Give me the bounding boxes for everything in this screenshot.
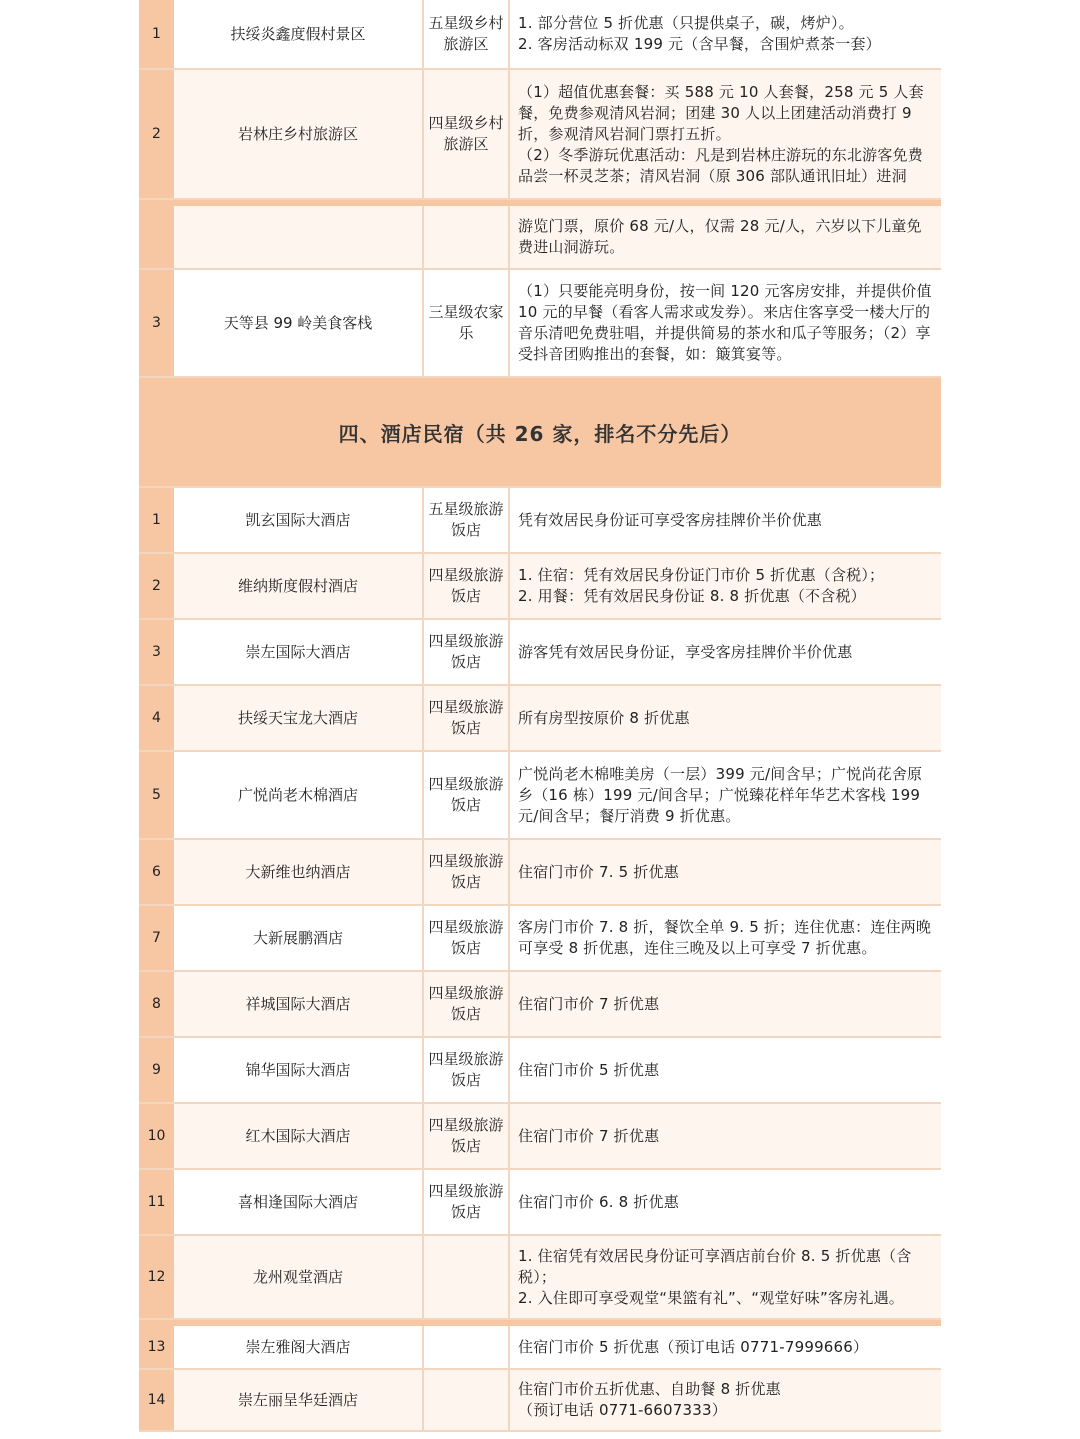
offer-cell	[510, 206, 941, 268]
hotel-level: 四星级旅游饭店	[424, 840, 510, 904]
offer-text: 1. 住宿：凭有效居民身份证门市价 5 折优惠（含税）； 2. 用餐：凭有效居民身份证 8. 8 折优惠（不含税）	[518, 566, 885, 605]
hotel-name: 崇左丽呈华廷酒店	[174, 1370, 424, 1430]
venue-level: 四星级乡村旅游区	[424, 70, 510, 198]
offer-cell	[510, 554, 941, 618]
table-row	[139, 1104, 941, 1170]
hotel-level: 四星级旅游饭店	[424, 752, 510, 838]
offer-cell	[510, 488, 941, 552]
offer-cell	[510, 1104, 941, 1168]
table-row	[139, 1370, 941, 1432]
offer-cell	[510, 70, 941, 198]
row-number: 3	[139, 620, 174, 684]
row-number: 2	[139, 70, 174, 198]
table-row	[139, 270, 941, 378]
table-row	[139, 554, 941, 620]
row-number: 6	[139, 840, 174, 904]
row-number	[139, 206, 174, 268]
offer-cell	[510, 0, 941, 68]
hotel-name: 扶绥天宝龙大酒店	[174, 686, 424, 750]
hotel-name: 崇左国际大酒店	[174, 620, 424, 684]
offer-cell	[510, 1170, 941, 1234]
offer-cell	[510, 1236, 941, 1318]
offer-text: 住宿门市价 5 折优惠	[518, 1060, 660, 1079]
offer-text: 游览门票，原价 68 元/人，仅需 28 元/人，六岁以下儿童免费进山洞游玩。	[518, 217, 922, 256]
hotel-level	[424, 1326, 510, 1368]
row-number: 1	[139, 488, 174, 552]
venue-name: 岩林庄乡村旅游区	[174, 70, 424, 198]
table-row	[139, 1236, 941, 1320]
offer-text: 1. 部分营位 5 折优惠（只提供桌子，碳，烤炉）。 2. 客房活动标双 199 元（含早餐，含围炉煮茶一套）	[518, 14, 881, 53]
offer-cell	[510, 270, 941, 376]
hotel-level: 四星级旅游饭店	[424, 1104, 510, 1168]
offer-text: 游客凭有效居民身份证，享受客房挂牌价半价优惠	[518, 642, 853, 661]
offer-text: 住宿门市价 7. 5 折优惠	[518, 862, 679, 881]
table-row	[139, 70, 941, 200]
row-number: 12	[139, 1236, 174, 1318]
row-number: 4	[139, 686, 174, 750]
hotel-name: 广悦尚老木棉酒店	[174, 752, 424, 838]
hotel-level: 四星级旅游饭店	[424, 620, 510, 684]
hotel-name: 喜相逢国际大酒店	[174, 1170, 424, 1234]
offer-text: 广悦尚老木棉唯美房（一层）399 元/间含早；广悦尚花舍原乡（16 栋）199 元/间含早；广悦臻花样年华艺术客栈 199 元/间含早；餐厅消费 9 折优惠。	[518, 764, 923, 825]
offer-cell	[510, 906, 941, 970]
offer-text: 住宿门市价 7 折优惠	[518, 1126, 660, 1145]
table-row	[139, 752, 941, 840]
row-number: 9	[139, 1038, 174, 1102]
row-number: 11	[139, 1170, 174, 1234]
hotel-level: 四星级旅游饭店	[424, 1038, 510, 1102]
hotel-name: 崇左雅阁大酒店	[174, 1326, 424, 1368]
venue-level: 三星级农家乐	[424, 270, 510, 376]
offer-text: 住宿门市价五折优惠、自助餐 8 折优惠 （预订电话 0771-6607333）	[518, 1380, 781, 1419]
offer-text: 住宿门市价 6. 8 折优惠	[518, 1192, 679, 1211]
hotel-level: 四星级旅游饭店	[424, 554, 510, 618]
row-number: 5	[139, 752, 174, 838]
hotel-level: 四星级旅游饭店	[424, 906, 510, 970]
offer-cell	[510, 686, 941, 750]
hotel-level: 四星级旅游饭店	[424, 1170, 510, 1234]
table-row	[139, 620, 941, 686]
hotel-level: 四星级旅游饭店	[424, 972, 510, 1036]
offer-cell	[510, 620, 941, 684]
table-row	[139, 0, 941, 70]
row-number: 13	[139, 1326, 174, 1368]
offer-text: 所有房型按原价 8 折优惠	[518, 708, 690, 727]
hotel-name: 大新维也纳酒店	[174, 840, 424, 904]
page-margin	[0, 0, 139, 1439]
offer-text: 住宿门市价 7 折优惠	[518, 994, 660, 1013]
venue-name: 扶绥炎鑫度假村景区	[174, 0, 424, 68]
hotel-level: 五星级旅游饭店	[424, 488, 510, 552]
offer-cell	[510, 840, 941, 904]
discount-table	[139, 0, 941, 1432]
section-title: 四、酒店民宿（共 26 家，排名不分先后）	[139, 378, 941, 488]
venue-name	[174, 206, 424, 268]
row-number: 3	[139, 270, 174, 376]
offer-cell	[510, 1370, 941, 1430]
table-row	[139, 1326, 941, 1370]
offer-text: 1. 住宿凭有效居民身份证可享酒店前台价 8. 5 折优惠（含税）； 2. 入住即可享受观堂“果篮有礼”、“观堂好味”客房礼遇。	[518, 1246, 912, 1307]
venue-level	[424, 206, 510, 268]
hotel-name: 龙州观堂酒店	[174, 1236, 424, 1318]
hotel-name: 大新展鹏酒店	[174, 906, 424, 970]
offer-text: 客房门市价 7. 8 折，餐饮全单 9. 5 折；连住优惠：连住两晚可享受 8 折优惠，连住三晚及以上可享受 7 折优惠。	[518, 918, 932, 957]
hotel-level	[424, 1370, 510, 1430]
row-number: 7	[139, 906, 174, 970]
table-row	[139, 972, 941, 1038]
hotel-name: 凯玄国际大酒店	[174, 488, 424, 552]
table-row	[139, 840, 941, 906]
offer-cell	[510, 1326, 941, 1368]
hotel-name: 锦华国际大酒店	[174, 1038, 424, 1102]
hotel-level: 四星级旅游饭店	[424, 686, 510, 750]
row-number: 8	[139, 972, 174, 1036]
row-number: 10	[139, 1104, 174, 1168]
hotel-name: 维纳斯度假村酒店	[174, 554, 424, 618]
table-row	[139, 906, 941, 972]
venue-name: 天等县 99 岭美食客栈	[174, 270, 424, 376]
hotel-name: 红木国际大酒店	[174, 1104, 424, 1168]
table-row	[139, 1038, 941, 1104]
table-row	[139, 206, 941, 270]
offer-cell	[510, 752, 941, 838]
offer-text: （1）只要能亮明身份，按一间 120 元客房安排，并提供价值 10 元的早餐（看客人需求或发券）。来店住客享受一楼大厅的音乐清吧免费驻唱，并提供简易的茶水和瓜子等服务；（2）享受抖音团购推出的套餐，如：簸箕宴等。	[518, 282, 932, 363]
table-row	[139, 1170, 941, 1236]
venue-level: 五星级乡村旅游区	[424, 0, 510, 68]
row-number: 14	[139, 1370, 174, 1430]
row-number: 2	[139, 554, 174, 618]
hotel-name: 祥城国际大酒店	[174, 972, 424, 1036]
offer-text: （1）超值优惠套餐：买 588 元 10 人套餐，258 元 5 人套餐，免费参观清风岩洞；团建 30 人以上团建活动消费打 9 折，参观清风岩洞门票打五折。 （2）冬季游玩优惠活动：凡是到岩林庄游玩的东北游客免费品尝一杯灵芝茶；清风岩洞（原 306 部队通讯旧址）进洞	[518, 82, 924, 185]
hotel-level	[424, 1236, 510, 1318]
table-row	[139, 488, 941, 554]
table-row	[139, 686, 941, 752]
offer-cell	[510, 1038, 941, 1102]
offer-text: 住宿门市价 5 折优惠（预订电话 0771-7999666）	[518, 1337, 869, 1356]
offer-text: 凭有效居民身份证可享受客房挂牌价半价优惠	[518, 510, 823, 529]
offer-cell	[510, 972, 941, 1036]
row-number: 1	[139, 0, 174, 68]
